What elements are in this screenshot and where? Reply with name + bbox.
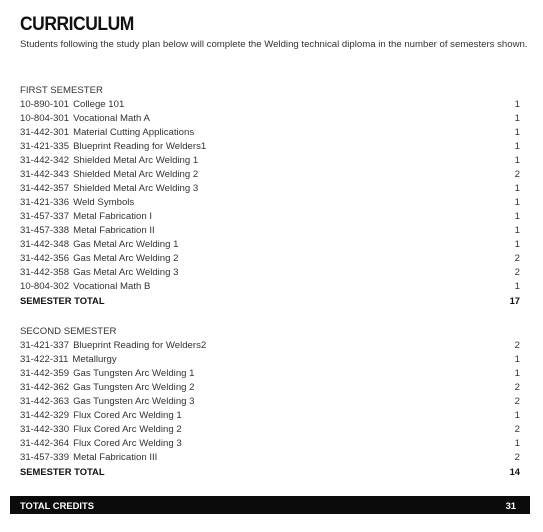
course-credits: 1 (514, 113, 520, 124)
course-credits: 1 (514, 197, 520, 208)
course-row (20, 381, 520, 395)
course-title (20, 154, 198, 168)
course-code: 10-804-301 (20, 113, 70, 124)
course-name: Gas Metal Arc Welding 3 (73, 267, 179, 278)
page-title: CURRICULUM (20, 14, 134, 35)
semester-total-label: SEMESTER TOTAL (20, 295, 105, 306)
course-code: 31-442-348 (20, 239, 70, 250)
course-code: 31-442-362 (20, 382, 70, 393)
course-code: 31-442-356 (20, 253, 70, 264)
course-code: 31-442-359 (20, 368, 70, 379)
course-code: 31-442-342 (20, 155, 70, 166)
course-title (20, 353, 117, 367)
course-title (20, 280, 150, 294)
course-row (20, 210, 520, 224)
course-title (20, 196, 134, 210)
semester-total-value: 14 (509, 466, 520, 477)
course-row (20, 339, 520, 353)
course-title (20, 395, 195, 409)
course-credits: 2 (514, 340, 520, 351)
course-credits: 1 (514, 225, 520, 236)
course-credits: 2 (514, 253, 520, 264)
course-code: 31-442-329 (20, 410, 70, 421)
course-credits: 2 (514, 396, 520, 407)
course-credits: 1 (514, 127, 520, 138)
course-name: Gas Metal Arc Welding 2 (73, 253, 179, 264)
course-credits: 2 (514, 267, 520, 278)
course-row (20, 451, 520, 465)
course-title (20, 423, 182, 437)
course-credits: 2 (514, 169, 520, 180)
course-title (20, 224, 155, 238)
course-row (20, 126, 520, 140)
course-name: Vocational Math B (73, 281, 151, 292)
course-name: Shielded Metal Arc Welding 2 (73, 169, 199, 180)
course-code: 31-421-335 (20, 141, 70, 152)
course-code: 31-421-336 (20, 197, 70, 208)
course-row (20, 437, 520, 451)
course-row (20, 353, 520, 367)
total-credits-value: 31 (505, 499, 516, 511)
intro-text: Students following the study plan below will complete the Welding technical diploma in the number of semesters shown. (20, 39, 528, 50)
course-name: Flux Cored Arc Welding 3 (73, 438, 182, 449)
course-list (20, 98, 520, 294)
course-credits: 1 (514, 281, 520, 292)
course-title (20, 367, 195, 381)
course-code: 31-457-339 (20, 452, 70, 463)
course-title (20, 381, 195, 395)
course-row (20, 395, 520, 409)
course-code: 10-804-302 (20, 281, 70, 292)
course-credits: 1 (514, 99, 520, 110)
course-name: Gas Tungsten Arc Welding 3 (73, 396, 195, 407)
course-name: Metallurgy (72, 354, 117, 365)
course-credits: 1 (514, 410, 520, 421)
course-list (20, 339, 520, 465)
course-title (20, 210, 152, 224)
course-name: Blueprint Reading for Welders1 (73, 141, 207, 152)
course-title (20, 451, 157, 465)
course-row (20, 112, 520, 126)
course-row (20, 252, 520, 266)
course-row (20, 409, 520, 423)
total-credits-label: TOTAL CREDITS (20, 499, 94, 511)
course-title (20, 339, 206, 353)
course-row (20, 367, 520, 381)
course-credits: 1 (514, 155, 520, 166)
semester-heading: FIRST SEMESTER (20, 85, 103, 96)
course-row (20, 280, 520, 294)
course-credits: 2 (514, 452, 520, 463)
course-credits: 1 (514, 239, 520, 250)
first-semester-section (20, 84, 520, 308)
course-name: Weld Symbols (73, 197, 135, 208)
course-code: 31-422-311 (20, 354, 69, 365)
course-title (20, 266, 178, 280)
course-credits: 1 (514, 141, 520, 152)
course-row (20, 224, 520, 238)
course-name: Gas Tungsten Arc Welding 2 (73, 382, 195, 393)
course-code: 31-442-301 (20, 127, 70, 138)
semester-total-row (20, 294, 520, 308)
course-row (20, 423, 520, 437)
course-row (20, 266, 520, 280)
course-name: Metal Fabrication II (73, 225, 155, 236)
semester-heading: SECOND SEMESTER (20, 326, 117, 337)
course-row (20, 154, 520, 168)
course-row (20, 98, 520, 112)
course-name: Flux Cored Arc Welding 2 (73, 424, 182, 435)
course-title (20, 409, 182, 423)
second-semester-section (20, 325, 520, 479)
semester-total-label: SEMESTER TOTAL (20, 466, 105, 477)
semester-total-value: 17 (509, 295, 520, 306)
course-code: 31-442-364 (20, 438, 70, 449)
course-credits: 2 (514, 382, 520, 393)
course-title (20, 98, 124, 112)
course-code: 31-421-337 (20, 340, 70, 351)
course-title (20, 140, 206, 154)
course-row (20, 238, 520, 252)
course-code: 31-442-363 (20, 396, 70, 407)
course-title (20, 112, 150, 126)
course-name: Metal Fabrication III (73, 452, 158, 463)
course-code: 31-442-343 (20, 169, 70, 180)
course-title (20, 252, 178, 266)
course-title (20, 437, 182, 451)
course-title (20, 168, 198, 182)
course-code: 31-457-338 (20, 225, 70, 236)
course-credits: 1 (514, 211, 520, 222)
course-credits: 2 (514, 424, 520, 435)
course-name: Metal Fabrication I (73, 211, 152, 222)
course-row (20, 168, 520, 182)
course-code: 31-442-330 (20, 424, 70, 435)
course-title (20, 182, 198, 196)
course-code: 31-442-358 (20, 267, 70, 278)
course-name: Gas Tungsten Arc Welding 1 (73, 368, 195, 379)
total-credits-bar (10, 496, 530, 514)
course-title (20, 238, 178, 252)
semester-total-row (20, 465, 520, 479)
course-code: 10-890-101 (20, 99, 70, 110)
course-name: Material Cutting Applications (73, 127, 195, 138)
course-name: Shielded Metal Arc Welding 1 (73, 155, 199, 166)
course-name: Flux Cored Arc Welding 1 (73, 410, 182, 421)
course-name: Gas Metal Arc Welding 1 (73, 239, 179, 250)
course-name: Shielded Metal Arc Welding 3 (73, 183, 199, 194)
course-credits: 1 (514, 354, 520, 365)
course-row (20, 182, 520, 196)
course-credits: 1 (514, 438, 520, 449)
course-name: Vocational Math A (73, 113, 150, 124)
course-title (20, 126, 194, 140)
course-credits: 1 (514, 183, 520, 194)
course-credits: 1 (514, 368, 520, 379)
course-code: 31-442-357 (20, 183, 70, 194)
course-name: College 101 (73, 99, 125, 110)
course-code: 31-457-337 (20, 211, 70, 222)
course-row (20, 140, 520, 154)
course-name: Blueprint Reading for Welders2 (73, 340, 207, 351)
course-row (20, 196, 520, 210)
